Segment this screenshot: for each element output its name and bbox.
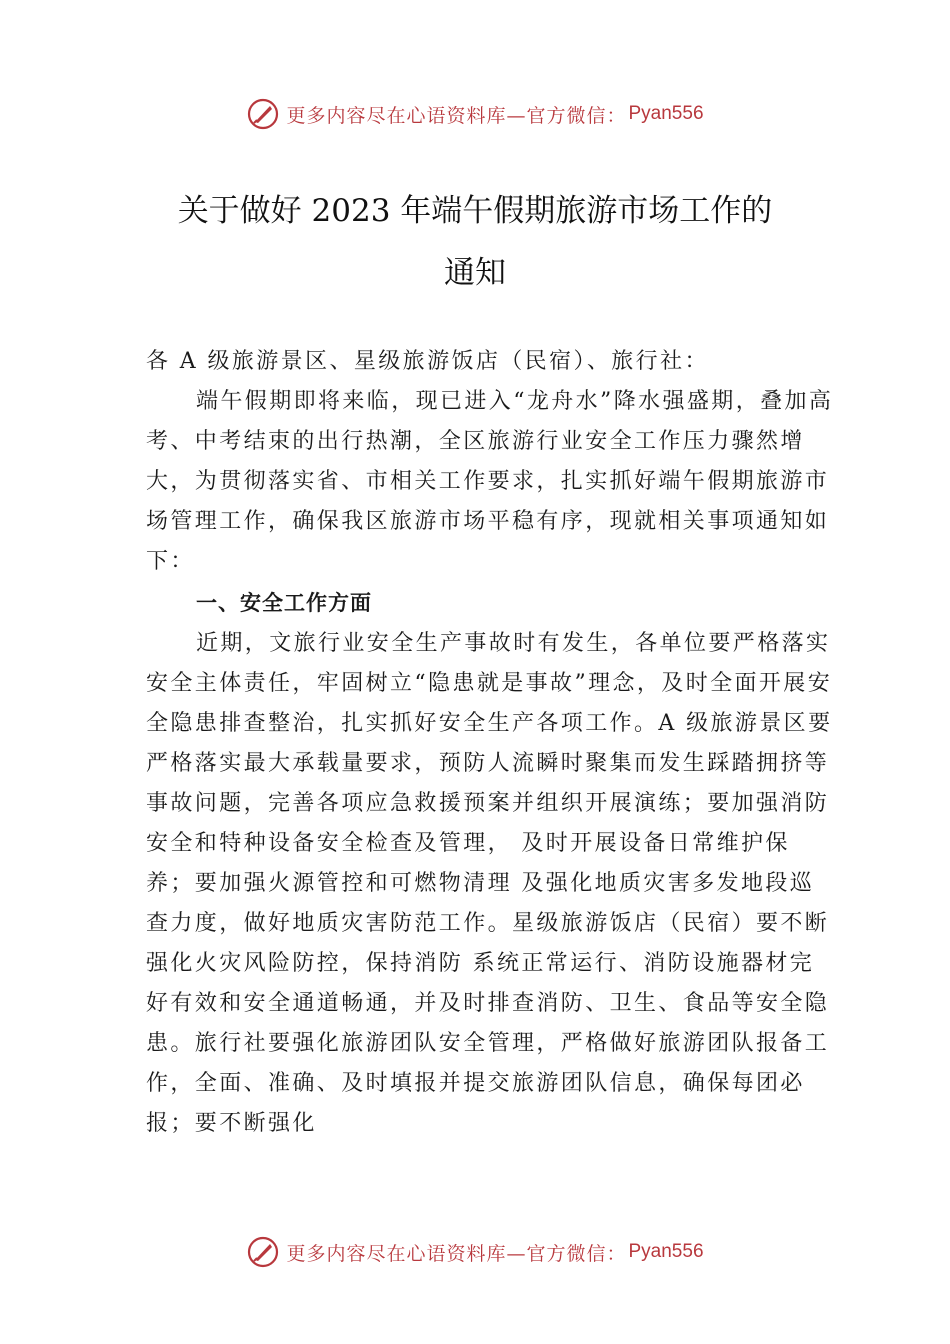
document-body (146, 342, 836, 1144)
wechat-id: Pyan556 (628, 103, 704, 124)
title-line-1: 关于做好 2023 年端午假期旅游市场工作的 (177, 193, 773, 229)
document-title (100, 180, 850, 304)
recipient-line: 各 A 级旅游景区、星级旅游饭店（民宿）、旅行社： (146, 349, 709, 374)
watermark-banner-bottom (0, 1232, 950, 1272)
section-1-heading: 一、安全工作方面 (196, 591, 372, 615)
section-1-paragraph: 近期，文旅行业安全生产事故时有发生，各单位要严格落实安全主体责任，牢固树立“隐患就是事故”理念，及时全面开展安全隐患排查整治，扎实抓好安全生产各项工作。A 级旅游景区要严格落实最大承载量要求，预防人流瞬时聚集而发生踩踏拥挤等事故问题，完善各项应急救援预案并组织开展演练；要加强消防安全和特种设备安全检查及管理， 及时开展设备日常维护保养；要加强火源管控和可燃物清理 及强化地质灾害多发地段巡查力度，做好地质灾害防范工作。星级旅游饭店（民宿）要不断强化火灾风险防控，保持消防 系统正常运行、消防设施器材完好有效和安全通道畅通，并及时排查消防、卫生、食品等安全隐患。旅行社要强化旅游团队安全管理，严格做好旅游团队报备工作，全面、准确、及时填报并提交旅游团队信息，确保每团必报；要不断强化 (146, 631, 833, 1136)
watermark-text: 更多内容尽在心语资料库—官方微信： (286, 1242, 627, 1265)
wechat-id: Pyan556 (628, 1241, 704, 1262)
watermark-banner-top (0, 94, 950, 134)
quill-logo-icon (246, 1235, 280, 1269)
quill-logo-icon (246, 97, 280, 131)
watermark-text: 更多内容尽在心语资料库—官方微信： (286, 104, 627, 127)
intro-paragraph: 端午假期即将来临，现已进入“龙舟水”降水强盛期，叠加高考、中考结束的出行热潮，全区旅游行业安全工作压力骤然增大，为贯彻落实省、市相关工作要求，扎实抓好端午假期旅游市场管理工作，确保我区旅游市场平稳有序，现就相关事项通知如下： (146, 389, 834, 574)
title-line-2: 通知 (444, 255, 506, 291)
